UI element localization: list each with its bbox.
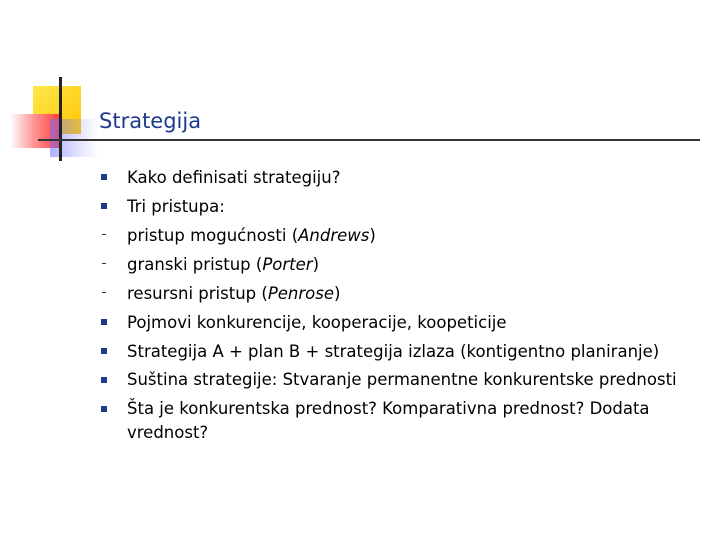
list-item — [99, 366, 709, 395]
list-item-text-tail: ) — [312, 255, 319, 274]
square-bullet-icon — [101, 406, 107, 412]
list-subitem — [99, 221, 709, 250]
list-subitem — [99, 279, 709, 308]
dash-bullet-icon — [102, 292, 106, 293]
bullet-list — [99, 163, 709, 448]
square-bullet-icon — [101, 203, 107, 209]
list-item — [99, 308, 709, 337]
list-item-text: Tri pristupa: — [127, 197, 225, 216]
dash-bullet-icon — [102, 263, 106, 264]
square-bullet-icon — [101, 348, 107, 354]
decorative-blue-gradient-bar — [50, 119, 98, 157]
author-name: Andrews — [298, 226, 370, 245]
square-bullet-icon — [101, 377, 107, 383]
list-item — [99, 395, 709, 448]
list-item-text: Strategija A + plan B + strategija izlaza (kontigentno planiranje) — [127, 342, 660, 361]
list-item-text: granski pristup ( — [127, 255, 263, 274]
list-item-text: Kako definisati strategiju? — [127, 168, 341, 187]
list-item-text: pristup mogućnosti ( — [127, 226, 299, 245]
slide-title: Strategija — [99, 109, 202, 133]
square-bullet-icon — [101, 319, 107, 325]
dash-bullet-icon — [102, 234, 106, 235]
list-item-text-tail: ) — [334, 284, 341, 303]
decorative-vertical-line — [59, 77, 62, 161]
square-bullet-icon — [101, 174, 107, 180]
list-item-text: Pojmovi konkurencije, kooperacije, koopeticije — [127, 313, 507, 332]
list-item — [99, 163, 709, 192]
author-name: Porter — [262, 255, 313, 274]
list-item-text: Suština strategije: Stvaranje permanentne konkurentske prednosti — [127, 370, 677, 389]
list-item-text-tail: ) — [369, 226, 376, 245]
title-underline-rule — [38, 139, 700, 141]
list-item-text: Šta je konkurentska prednost? Komparativna prednost? Dodata vrednost? — [127, 399, 650, 442]
list-item — [99, 192, 709, 221]
list-item-text: resursni pristup ( — [127, 284, 268, 303]
list-subitem — [99, 250, 709, 279]
author-name: Penrose — [267, 284, 335, 303]
list-item — [99, 337, 709, 366]
